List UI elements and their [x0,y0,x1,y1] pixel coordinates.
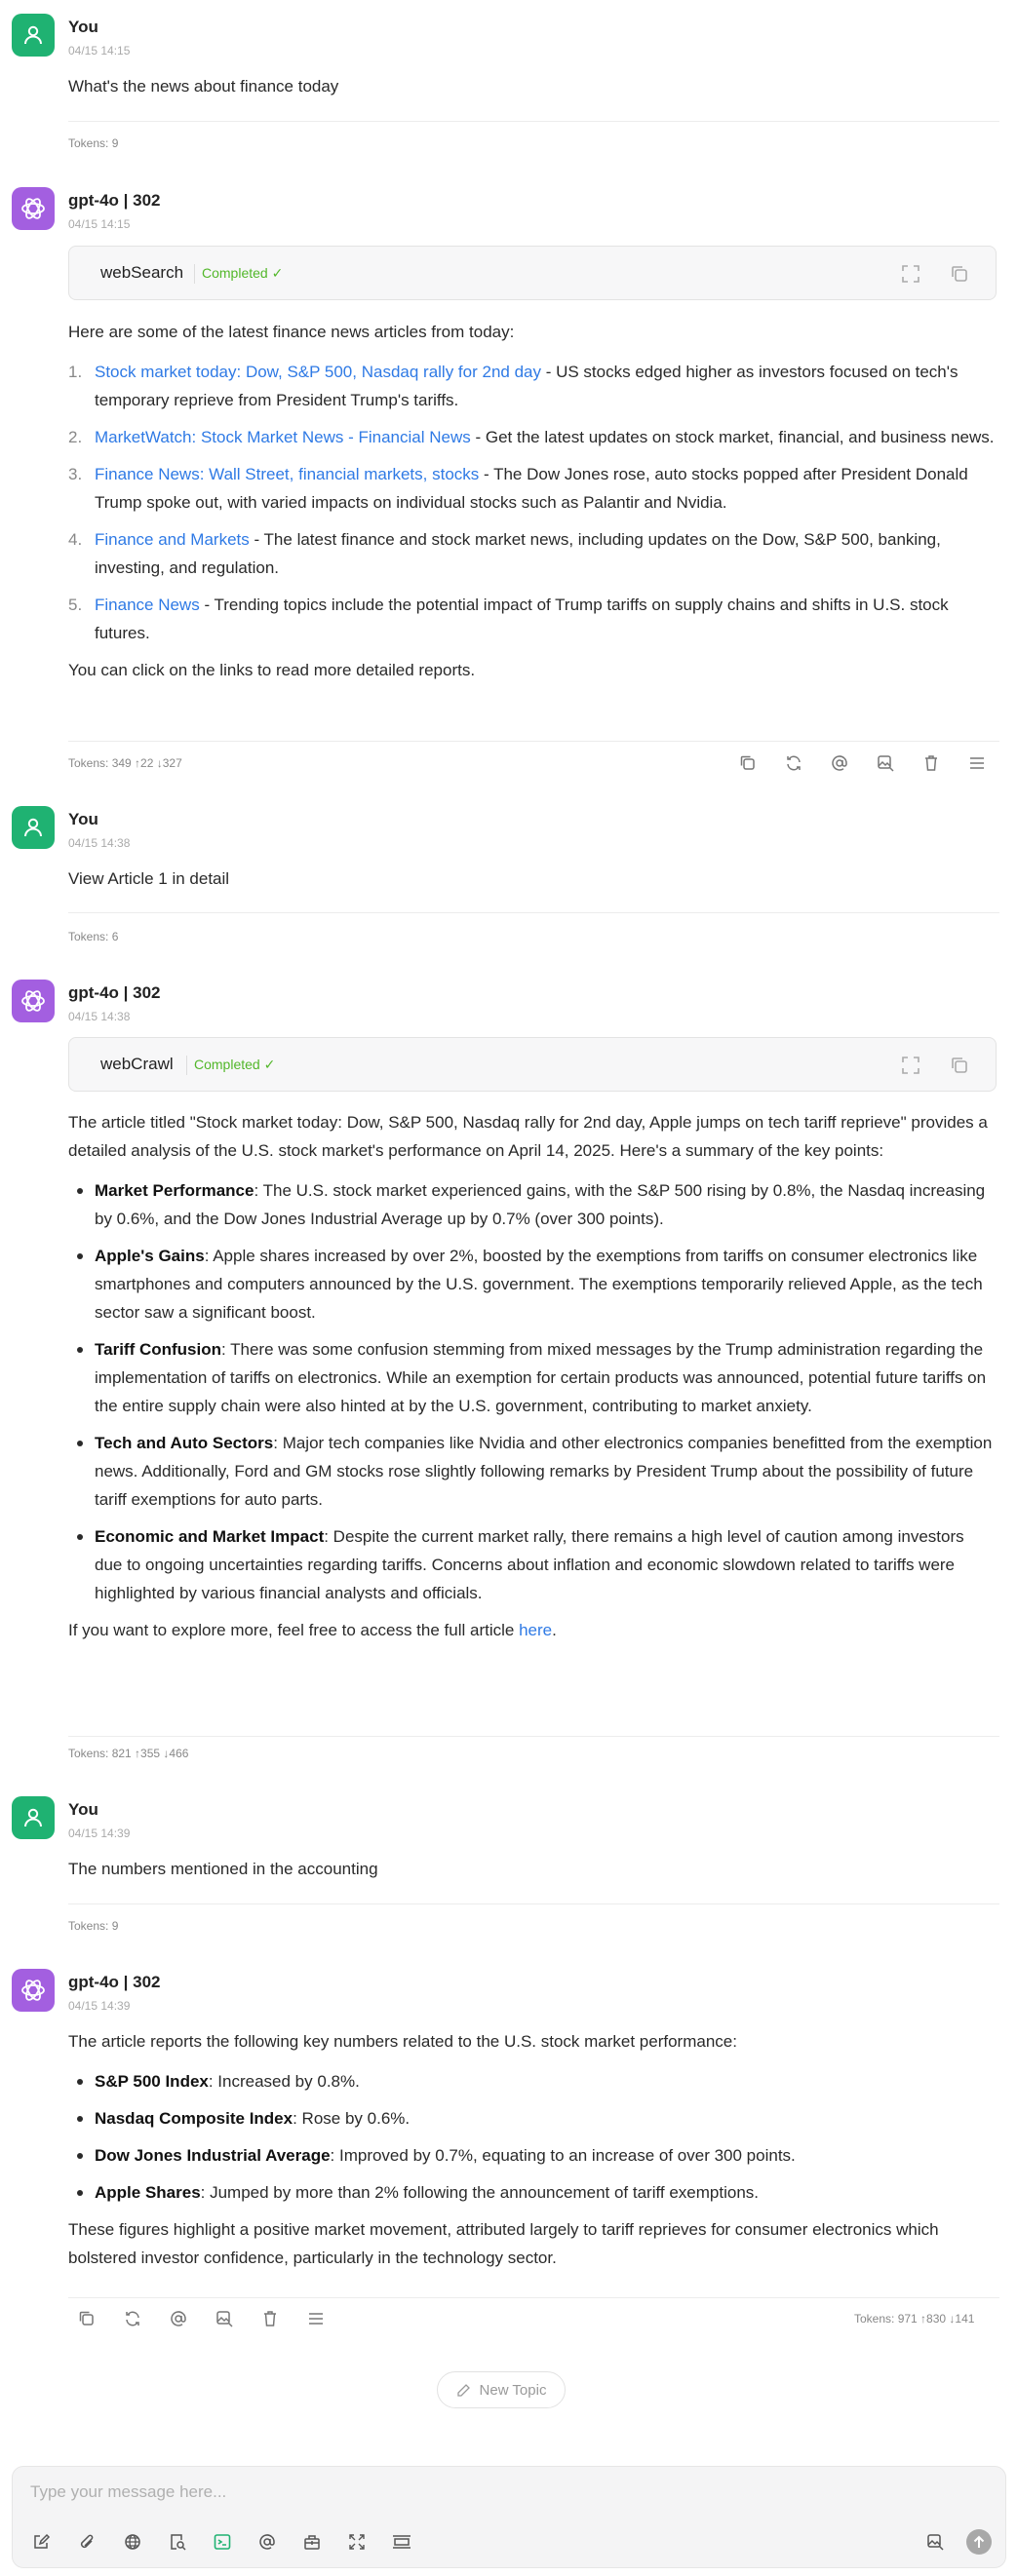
message-input[interactable]: Type your message here... [30,2482,227,2501]
item-number: 5. [68,596,83,614]
list-item [68,2067,995,2095]
item-title: Nasdaq Composite Index [95,2109,293,2128]
mention-icon[interactable] [166,2306,191,2331]
message-text [68,1108,995,1644]
message-text: The numbers mentioned in the accounting [68,1860,378,1878]
intro-text: The article titled "Stock market today: Dow, S&P 500, Nasdaq rally for 2nd day, Apple jumps on tech tariff reprieve" provides a detailed analysis of the U.S. stock market's performance on April 14, 2025. Here's a summary of the key points: [68,1113,988,1160]
openai-icon [20,1977,47,2004]
sender-name: You [68,1800,98,1819]
news-link[interactable]: Finance and Markets [95,530,250,549]
item-desc: : Major tech companies like Nvidia and other electronics companies benefitted from the exemption news. Additionally, Ford and GM stocks rose slightly following remarks by President Trump about the possibility of future tariff exemptions for auto parts. [95,1434,993,1509]
outro-text: These figures highlight a positive market movement, attributed largely to tariff reprieves for consumer electronics which bolstered investor confidence, particularly in the technology sector. [68,2220,939,2267]
list-item [68,460,995,517]
item-title: Tariff Confusion [95,1340,221,1359]
list-item [68,1242,995,1326]
item-number: 4. [68,530,83,549]
message-time: 04/15 14:39 [68,1999,131,2013]
item-desc: : Despite the current market rally, there remains a high level of caution among investors due to ongoing uncertainties regarding tariffs. Concerns about inflation and economic slowdown related to tariffs were highlighted by various financial analysts and officials. [95,1527,964,1602]
image-edit-icon[interactable] [922,2529,948,2555]
item-desc: - Trending topics include the potential impact of Trump tariffs on supply chains and shifts in U.S. stock futures. [95,596,949,642]
expand-icon[interactable] [900,1055,921,1076]
tool-status: Completed ✓ [202,265,284,281]
item-title: Market Performance [95,1181,254,1200]
summary-list [68,1176,995,1607]
message-time: 04/15 14:38 [68,1010,131,1023]
sender-name: gpt-4o | 302 [68,983,161,1002]
message-time: 04/15 14:39 [68,1826,131,1840]
divider [68,1903,999,1904]
user-avatar [12,806,55,849]
copy-icon[interactable] [74,2306,99,2331]
divider [68,912,999,913]
sender-name: You [68,810,98,828]
list-item [68,358,995,414]
tool-call-webcrawl[interactable] [68,1037,997,1092]
item-desc: : The U.S. stock market experienced gains, with the S&P 500 rising by 0.8%, the Nasdaq increasing by 0.6%, and the Dow Jones Industrial Average up by 0.7% (over 300 points). [95,1181,986,1228]
delete-icon[interactable] [257,2306,283,2331]
openai-icon [20,987,47,1015]
attachment-icon[interactable] [74,2529,99,2555]
send-button[interactable] [966,2529,992,2555]
message-text: View Article 1 in detail [68,869,230,888]
user-avatar [12,14,55,57]
copy-icon[interactable] [949,1055,970,1076]
sender-name: gpt-4o | 302 [68,1973,161,1991]
outro-text [68,1616,995,1644]
mention-icon[interactable] [254,2529,280,2555]
regenerate-icon[interactable] [781,750,806,776]
doc-search-icon[interactable] [165,2529,190,2555]
item-desc: - The Dow Jones rose, auto stocks popped after President Donald Trump spoke out, with varied impacts on individual stocks such as Palantir and Nvidia. [95,465,968,512]
outro-pre: If you want to explore more, feel free to access the full article [68,1621,520,1639]
divider [68,741,999,742]
item-number: 3. [68,465,83,483]
send-arrow-icon [966,2529,992,2555]
message-text [68,2027,995,2272]
token-count: Tokens: 971 ↑830 ↓141 [854,2312,975,2326]
item-title: Apple Shares [95,2183,201,2202]
openai-icon [20,195,47,222]
item-desc: : Jumped by more than 2% following the announcement of tariff exemptions. [200,2183,760,2202]
item-desc: : Improved by 0.7%, equating to an increase of over 300 points. [330,2146,796,2165]
menu-icon[interactable] [964,750,990,776]
separator [194,264,195,284]
menu-icon[interactable] [303,2306,329,2331]
item-title: S&P 500 Index [95,2072,209,2091]
item-desc: : Apple shares increased by over 2%, boosted by the exemptions from tariffs on consumer electronics like smartphones and computers announced by the U.S. government. The exemptions temporarily relieved Apple, as the tech sector saw a significant boost. [95,1247,983,1322]
item-number: 2. [68,428,83,446]
copy-icon[interactable] [949,263,970,285]
item-desc: : There was some confusion stemming from mixed messages by the Trump administration regarding the implementation of tariffs on electronics. While an exemption for certain products was announced, potential future tariffs on the entire supply chain were also hinted at by the U.S. government, contributing to market anxiety. [95,1340,987,1415]
tool-name: webSearch [100,263,184,282]
image-edit-icon[interactable] [873,750,898,776]
user-avatar [12,1796,55,1839]
list-item [68,423,995,451]
list-item [68,1429,995,1514]
mention-icon[interactable] [827,750,852,776]
globe-icon[interactable] [120,2529,145,2555]
list-item [68,1335,995,1420]
token-count: Tokens: 821 ↑355 ↓466 [68,1747,189,1760]
list-item [68,2178,995,2207]
item-title: Dow Jones Industrial Average [95,2146,331,2165]
list-item [68,591,995,647]
token-count: Tokens: 349 ↑22 ↓327 [68,756,182,770]
item-desc: : Increased by 0.8%. [208,2072,360,2091]
fullscreen-icon[interactable] [344,2529,370,2555]
toolbox-icon[interactable] [299,2529,325,2555]
sender-name: You [68,18,98,36]
message-actions [735,750,1010,776]
terminal-icon[interactable] [210,2529,235,2555]
divider [68,1736,999,1737]
article-link[interactable]: here [519,1621,553,1639]
image-edit-icon[interactable] [212,2306,237,2331]
message-input-area[interactable] [12,2466,1006,2568]
delete-icon[interactable] [919,750,944,776]
outro-text: You can click on the links to read more detailed reports. [68,661,476,679]
token-count: Tokens: 9 [68,136,119,150]
item-number: 1. [68,363,83,381]
news-link[interactable]: MarketWatch: Stock Market News - Financial News [95,428,471,446]
outro-post: . [552,1621,557,1639]
item-title: Apple's Gains [95,1247,205,1265]
message-text [68,318,995,684]
message-time: 04/15 14:15 [68,217,131,231]
tool-name: webCrawl [100,1055,174,1073]
user-icon [21,23,45,47]
divider [68,121,999,122]
user-icon [21,1806,45,1829]
assistant-avatar [12,187,55,230]
news-link[interactable]: Finance News [95,596,200,614]
list-item [68,2141,995,2170]
assistant-avatar [12,980,55,1022]
news-link[interactable]: Stock market today: Dow, S&P 500, Nasdaq rally for 2nd day [95,363,541,381]
news-link[interactable]: Finance News: Wall Street, financial markets, stocks [95,465,480,483]
separator [186,1056,187,1075]
list-item [68,2104,995,2133]
item-title: Economic and Market Impact [95,1527,325,1546]
message-actions [74,2306,349,2331]
tool-call-websearch[interactable] [68,246,997,300]
divider [68,2297,999,2298]
list-item [68,1176,995,1233]
numbers-list [68,2067,995,2207]
token-count: Tokens: 6 [68,930,119,943]
list-item [68,525,995,582]
copy-icon[interactable] [735,750,761,776]
token-count: Tokens: 9 [68,1919,119,1933]
layout-icon[interactable] [389,2529,414,2555]
item-title: Tech and Auto Sectors [95,1434,274,1452]
new-chat-icon[interactable] [28,2529,54,2555]
new-topic-label: New Topic [479,2381,547,2399]
sender-name: gpt-4o | 302 [68,191,161,210]
list-item [68,1522,995,1607]
new-topic-button[interactable] [437,2371,566,2408]
user-icon [21,816,45,839]
item-desc: : Rose by 0.6%. [293,2109,411,2128]
news-list [68,358,995,647]
tool-status: Completed ✓ [194,1057,276,1072]
message-time: 04/15 14:15 [68,44,131,58]
item-desc: - US stocks edged higher as investors focused on tech's temporary reprieve from President Trump's tariffs. [95,363,958,409]
expand-icon[interactable] [900,263,921,285]
message-text: What's the news about finance today [68,77,339,96]
intro-text: Here are some of the latest finance news articles from today: [68,323,515,341]
assistant-avatar [12,1969,55,2012]
regenerate-icon[interactable] [120,2306,145,2331]
item-desc: - The latest finance and stock market news, including updates on the Dow, S&P 500, banking, investing, and regulation. [95,530,941,577]
intro-text: The article reports the following key numbers related to the U.S. stock market performance: [68,2032,737,2051]
item-desc: - Get the latest updates on stock market, financial, and business news. [470,428,995,446]
message-time: 04/15 14:38 [68,836,131,850]
edit-icon [456,2382,472,2398]
